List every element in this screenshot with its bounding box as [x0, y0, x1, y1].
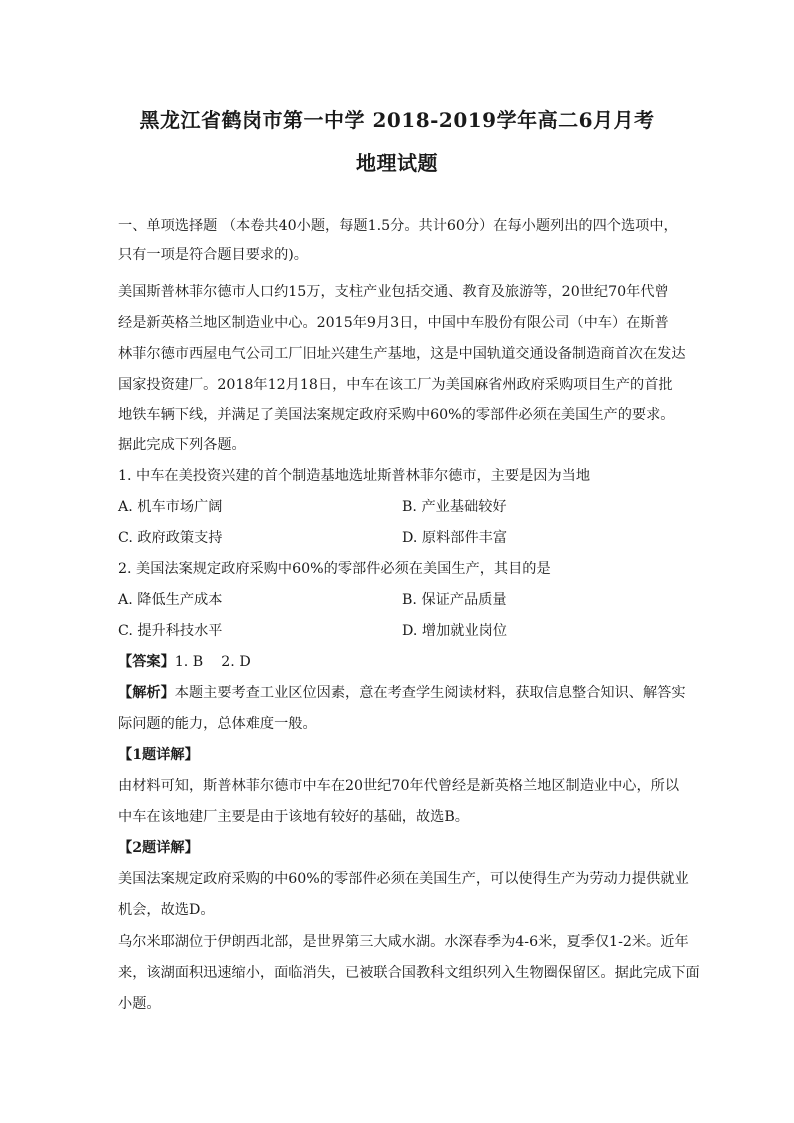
question-2-option-c: C. 提升科技水平 — [118, 623, 223, 639]
section-header-line: 一、单项选择题 （本卷共40小题，每题1.5分。共计60分）在每小题列出的四个选项中， — [118, 218, 678, 234]
detail-1-line: 中车在该地建厂主要是由于该地有较好的基础，故选B。 — [118, 809, 469, 825]
detail-1-line: 由材料可知，斯普林菲尔德市中车在20世纪70年代曾经是新英格兰地区制造业中心，所以 — [118, 778, 680, 794]
detail-2-line: 美国法案规定政府采购的中60%的零部件必须在美国生产，可以使得生产为劳动力提供就业 — [118, 871, 689, 887]
question-2-option-d: D. 增加就业岗位 — [402, 623, 508, 639]
analysis-text: 本题主要考查工业区位因素，意在考查学生阅读材料，获取信息整合知识、解答实 — [174, 685, 686, 701]
passage-line: 据此完成下列各题。 — [118, 437, 246, 453]
passage-2-line: 乌尔米耶湖位于伊朗西北部，是世界第三大咸水湖。水深春季为4-6米，夏季仅1-2米。近年 — [118, 934, 689, 950]
analysis-label: 【解析】 — [118, 685, 175, 701]
passage-line: 国家投资建厂。2018年12月18日，中车在该工厂为美国麻省州政府采购项目生产的首批 — [118, 377, 673, 393]
passage-2-line: 小题。 — [118, 996, 161, 1012]
passage-line: 美国斯普林菲尔德市人口约15万，支柱产业包括交通、教育及旅游等，20世纪70年代曾 — [118, 284, 669, 300]
question-1-option-a: A. 机车市场广阔 — [118, 499, 223, 515]
question-1-stem: 1. 中车在美投资兴建的首个制造基地选址斯普林菲尔德市，主要是因为当地 — [118, 468, 591, 484]
detail-1-label: 【1题详解】 — [118, 747, 199, 763]
detail-2-line: 机会，故选D。 — [118, 902, 215, 918]
passage-2-line: 来，该湖面积迅速缩小，面临消失，已被联合国教科文组织列入生物圈保留区。据此完成下面 — [118, 965, 700, 981]
analysis-line: 际问题的能力，总体难度一般。 — [118, 716, 317, 732]
detail-2-label: 【2题详解】 — [118, 840, 199, 856]
question-1-option-b: B. 产业基础较好 — [402, 499, 507, 515]
passage-line: 经是新英格兰地区制造业中心。2015年9月3日，中国中车股份有限公司（中车）在斯普 — [118, 315, 669, 331]
question-1-option-c: C. 政府政策支持 — [118, 530, 223, 546]
question-1-option-d: D. 原料部件丰富 — [402, 530, 508, 546]
answer-text: 1. B 2. D — [174, 654, 251, 670]
question-2-option-b: B. 保证产品质量 — [402, 592, 507, 608]
section-header-line: 只有一项是符合题目要求的)。 — [118, 247, 308, 263]
question-2-option-a: A. 降低生产成本 — [118, 592, 223, 608]
page-subtitle: 地理试题 — [356, 151, 438, 175]
page-title: 黑龙江省鹤岗市第一中学 2018-2019学年高二6月月考 — [139, 108, 655, 132]
analysis-line — [118, 683, 686, 703]
passage-line: 林菲尔德市西屋电气公司工厂旧址兴建生产基地，这是中国轨道交通设备制造商首次在发达 — [118, 346, 686, 362]
question-2-stem: 2. 美国法案规定政府采购中60%的零部件必须在美国生产，其目的是 — [118, 561, 551, 577]
passage-line: 地铁车辆下线，并满足了美国法案规定政府采购中60%的零部件必须在美国生产的要求。 — [118, 407, 675, 423]
answer-line — [118, 652, 251, 672]
answer-label: 【答案】 — [118, 654, 175, 670]
